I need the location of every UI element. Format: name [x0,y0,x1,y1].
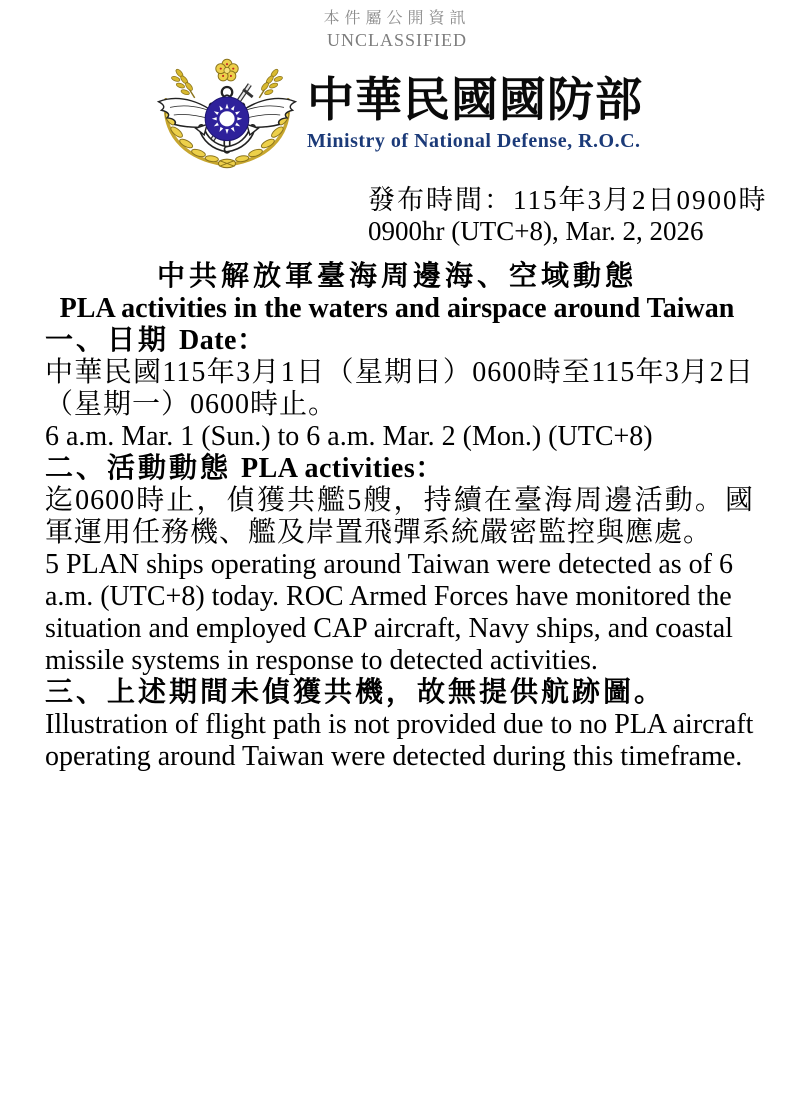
section-2-heading-en: PLA activities： [241,452,444,484]
section-2-heading-zh: 二、活動動態 [45,452,232,484]
classification-text-zh: 本件屬公開資訊 [323,10,471,27]
ministry-name-en: Ministry of National Defense, R.O.C. [307,130,641,153]
document-body [45,325,754,773]
section-3-heading-zh: 三、上述期間未偵獲共機，故無提供航跡圖。 [45,676,666,708]
mnd-emblem-icon [151,58,303,172]
section-2-body-zh: 迄0600時止，偵獲共艦5艘，持續在臺海周邊活動。國軍運用任務機、艦及岸置飛彈系統嚴密監控與應處。 [45,484,754,548]
document-title-en: PLA activities in the waters and airspace around Taiwan [59,292,735,324]
document-title-zh: 中共解放軍臺海周邊海、空域動態 [156,260,637,292]
section-1-body-en: 6 a.m. Mar. 1 (Sun.) to 6 a.m. Mar. 2 (Mon.) (UTC+8) [45,420,653,452]
classification-header [0,0,794,52]
masthead-titles [307,76,643,153]
section-2-heading [45,453,754,485]
document-title [0,261,794,325]
classification-text-en: UNCLASSIFIED [326,30,467,51]
section-1-body-zh: 中華民國115年3月1日（星期日）0600時至115年3月2日（星期一）0600時止。 [45,356,754,420]
release-time-en: 0900hr (UTC+8), Mar. 2, 2026 [368,215,704,246]
section-1-heading [45,325,754,357]
section-3-heading [45,677,754,709]
release-time-zh: 發布時間：115年3月2日0900時 [368,184,768,215]
ministry-name-zh: 中華民國國防部 [307,75,643,128]
section-2-body-en: 5 PLAN ships operating around Taiwan were detected as of 6 a.m. (UTC+8) today. ROC Armed Forces have monitored the situation and employed CAP aircraft, Navy ships, and coastal missile systems in response to detected activities. [45,548,733,676]
section-3-body-en: Illustration of flight path is not provided due to no PLA aircraft operating around Taiwan were detected during this timeframe. [45,708,754,772]
release-time-block [0,185,794,247]
section-1-heading-en: Date： [179,324,266,356]
section-1-heading-zh: 一、日期 [45,324,170,356]
masthead [0,58,794,172]
